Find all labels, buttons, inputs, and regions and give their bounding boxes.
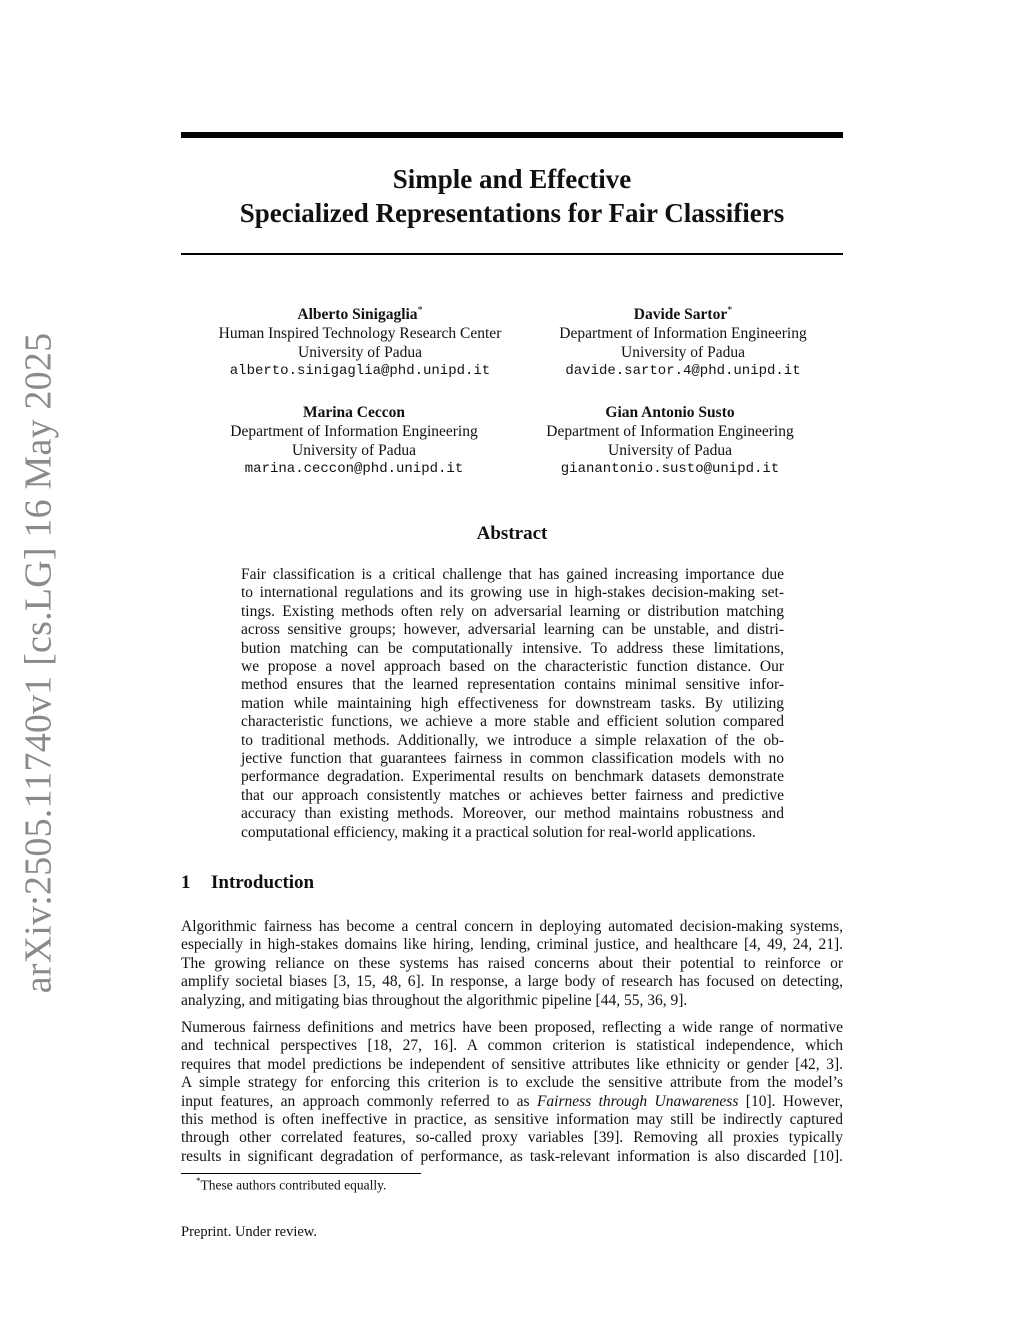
text-line: and technical perspectives [18, 27, 16]. A common criterion is statistical independence, which	[181, 1037, 843, 1055]
abstract-heading: Abstract	[476, 523, 548, 544]
text-line: input features, an approach commonly referred to as Fairness through Unawareness [10]. However,	[181, 1092, 843, 1110]
equal-contribution-mark: *	[417, 305, 423, 316]
author-email[interactable]: gianantonio.susto@unipd.it	[560, 461, 780, 477]
text-line: we propose a novel approach based on the characteristic function distance. Our	[241, 658, 784, 676]
footnote-rule	[181, 1173, 421, 1174]
author-block	[184, 403, 524, 479]
text-line: characteristic functions, we achieve a more stable and efficient solution compared	[241, 713, 784, 731]
section-number: 1	[181, 872, 191, 893]
text-line: Numerous fairness definitions and metrics have been proposed, reflecting a wide range of normative	[181, 1019, 843, 1036]
author-block	[190, 301, 530, 381]
preprint-notice: Preprint. Under review.	[181, 1224, 317, 1240]
text-line: to traditional methods. Additionally, we introduce a simple relaxation of the ob-	[241, 731, 784, 749]
title-line: Specialized Representations for Fair Classifiers	[239, 198, 785, 228]
author-email[interactable]: alberto.sinigaglia@phd.unipd.it	[229, 363, 491, 380]
text-line: this method is often ineffective in practice, as sensitive information may still be indirectly captured	[181, 1111, 843, 1129]
text-line: jective function that guarantees fairness in common classification models with no	[241, 750, 784, 768]
title-bottom-rule	[181, 253, 843, 255]
text-line: bution matching can be computationally intensive. To address these limitations,	[241, 639, 784, 657]
text-line: tings. Existing methods often rely on adversarial learning or distribution matching	[241, 602, 784, 620]
author-email[interactable]: marina.ceccon@phd.unipd.it	[244, 461, 464, 477]
text-line: mation while maintaining high effectiveness for downstream tasks. By utilizing	[241, 694, 784, 712]
text-line: across sensitive groups; however, adversarial learning can be unstable, and distri-	[241, 621, 784, 639]
text-line: computational efficiency, making it a practical solution for real-world applications.	[241, 823, 756, 841]
section-heading-introduction	[181, 872, 314, 894]
text-line: accuracy than existing methods. Moreover, our method maintains robustness and	[241, 805, 784, 823]
author-university: University of Padua	[621, 344, 745, 362]
arxiv-identifier-watermark: arXiv:2505.11740v1 [cs.LG] 16 May 2025	[17, 332, 60, 993]
text-line: through other correlated features, so-called proxy variables [39]. Removing all proxies typically	[181, 1129, 843, 1147]
emphasized-term: Fairness through Unawareness	[536, 1092, 739, 1110]
title-line: Simple and Effective	[392, 164, 632, 194]
author-email[interactable]: davide.sartor.4@phd.unipd.it	[565, 363, 801, 380]
author-affiliation: Department of Information Engineering	[559, 325, 807, 343]
text-line: performance degradation. Experimental results on benchmark datasets demonstrate	[241, 768, 784, 786]
text-line: requires that model predictions be independent of sensitive attributes like ethnicity or gender [42, 3].	[181, 1055, 843, 1073]
author-affiliation: Department of Information Engineering	[230, 423, 478, 440]
paper-title	[181, 162, 843, 230]
paragraph	[181, 918, 843, 1010]
author-university: University of Padua	[608, 442, 732, 459]
author-name: Gian Antonio Susto	[605, 404, 735, 421]
text-line: especially in high-stakes domains like hiring, lending, criminal justice, and healthcare [4, 49, 24, 21].	[181, 936, 843, 954]
author-affiliation: Human Inspired Technology Research Center	[218, 325, 502, 343]
text-line: to international regulations and its growing use in high-stakes decision-making set-	[241, 584, 784, 602]
abstract-body	[241, 566, 784, 842]
author-block	[500, 403, 840, 479]
paragraph	[181, 1019, 843, 1166]
text-line: method ensures that the learned representation contains minimal sensitive infor-	[241, 676, 784, 694]
section-title: Introduction	[211, 872, 315, 893]
text-line: Fair classification is a critical challenge that has gained increasing importance due	[241, 566, 784, 583]
author-university: University of Padua	[298, 344, 422, 362]
footnote-mark: *	[196, 1176, 201, 1186]
author-block	[513, 301, 853, 381]
author-name: Marina Ceccon	[302, 404, 405, 421]
author-name: Davide Sartor*	[633, 305, 733, 324]
text-line: Algorithmic fairness has become a central concern in deploying automated decision-making systems,	[181, 918, 843, 935]
text-line: The growing reliance on these systems has raised concerns about their potential to reinforce or	[181, 954, 843, 972]
title-top-rule	[181, 132, 843, 138]
author-name: Alberto Sinigaglia*	[297, 305, 423, 324]
author-affiliation: Department of Information Engineering	[546, 423, 794, 440]
text-line: results in significant degradation of performance, as task-relevant information is also discarded [10].	[181, 1147, 843, 1165]
footnote: *These authors contributed equally.	[196, 1176, 387, 1193]
text-line: amplify societal biases [3, 15, 48, 6]. In response, a large body of research has focused on detecting,	[181, 973, 843, 991]
equal-contribution-mark: *	[727, 305, 733, 316]
author-university: University of Padua	[292, 442, 416, 459]
text-line: A simple strategy for enforcing this criterion is to exclude the sensitive attribute from the model’s	[181, 1074, 843, 1092]
text-line: analyzing, and mitigating bias throughout the algorithmic pipeline [44, 55, 36, 9].	[181, 991, 688, 1009]
text-line: that our approach consistently matches or achieves better fairness and predictive	[241, 786, 784, 804]
